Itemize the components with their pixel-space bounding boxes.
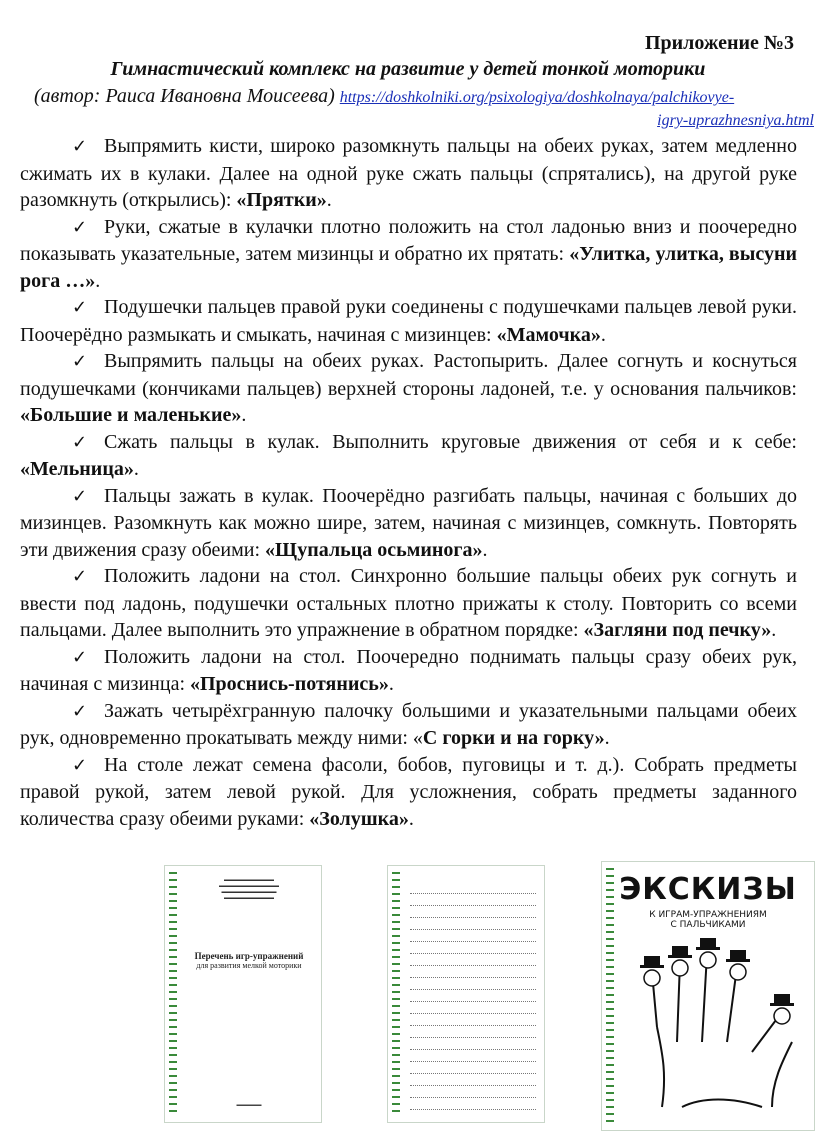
checkmark-icon: ✓ xyxy=(72,646,88,668)
exercise-name: «Мельница» xyxy=(20,458,134,480)
exercise-name: «Проснись-потянись» xyxy=(190,673,389,695)
checkmark-icon: ✓ xyxy=(72,297,88,318)
checkmark-icon: ✓ xyxy=(72,351,88,372)
exercise-name: С горки и на горку» xyxy=(422,727,605,749)
thumbnail-header-text: ▬▬▬▬▬▬▬▬▬▬ ▬▬▬▬▬▬▬▬▬▬▬▬ ▬▬▬▬▬▬▬▬▬▬▬ ▬▬▬▬▬▬▬▬▬▬ xyxy=(219,878,279,901)
exercise-name: «Улитка, улитка, высуни рога …» xyxy=(20,243,797,292)
spiral-binding xyxy=(169,872,177,1116)
source-link[interactable]: https://doshkolniki.org/psixologiya/doshkolnaya/palchikovye- xyxy=(339,89,735,106)
exercise-item: ✓ Положить ладони на стол. Синхронно большие пальцы обеих рук согнуть и ввести под ладонь, подушечки остальных плотно прижаты к столу. Повторить со всеми пальцами. Далее выполнить это упражнение в обратном порядке: «Загляни под печку». xyxy=(20,565,797,641)
exercise-name: «Загляни под печку» xyxy=(583,619,772,641)
exercise-item: ✓ На столе лежат семена фасоли, бобов, пуговицы и т. д.). Собрать предметы правой рукой, затем левой рукой. Для усложнения, собрать предметы заданного количества сразу обеими руками: «Золушка». xyxy=(20,753,797,830)
spiral-binding xyxy=(392,872,400,1116)
author-text: (автор: Раиса Ивановна Моисеева) xyxy=(34,85,340,107)
booklet-contents-thumbnail xyxy=(388,866,544,1122)
appendix-number: Приложение №3 xyxy=(644,32,794,54)
thumbnail-footer: ▬▬▬▬▬ xyxy=(236,1103,262,1108)
checkmark-icon: ✓ xyxy=(72,700,88,722)
exercise-name: «Мамочка» xyxy=(496,323,601,346)
exercise-item: ✓ Пальцы зажать в кулак. Поочерёдно разгибать пальцы, начиная с больших до мизинцев. Разомкнуть как можно шире, затем, начиная с мизинцев, сомкнуть. Повторять эти движения сразу обеими: «Щупальца осьминога». xyxy=(20,484,797,561)
checkmark-icon: ✓ xyxy=(72,136,88,157)
checkmark-icon: ✓ xyxy=(72,485,88,507)
exercise-name: «Прятки» xyxy=(236,189,327,211)
exercise-item: ✓ Подушечки пальцев правой руки соединены с подушечками пальцев левой руки. Поочерёдно размыкать и смыкать, начиная с мизинцев: «Мамочка». xyxy=(20,296,797,346)
hand-puppets-illustration xyxy=(622,932,802,1122)
sketches-subtitle: К ИГРАМ-УПРАЖНЕНИЯМ С ПАЛЬЧИКАМИ xyxy=(649,910,767,930)
exercise-item: ✓ Выпрямить кисти, широко разомкнуть пальцы на обеих руках, затем медленно сжимать их в кулаки. Далее на одной руке сжать пальцы (спрятались), на другой руке разомкнуть (открылись): «Прятки». xyxy=(20,135,797,211)
exercise-item: ✓ Руки, сжатые в кулачки плотно положить на стол ладонью вниз и поочередно показывать указательные, затем мизинцы и обратно их прятать: «Улитка, улитка, высуни рога …». xyxy=(20,215,797,292)
checkmark-icon: ✓ xyxy=(72,754,88,776)
exercise-item: ✓ Сжать пальцы в кулак. Выполнить круговые движения от себя и к себе: «Мельница». xyxy=(20,430,797,480)
exercise-name: «Золушка» xyxy=(309,807,409,830)
booklet-cover-thumbnail xyxy=(165,866,321,1122)
exercise-name: «Большие и маленькие» xyxy=(20,404,242,426)
exercise-item: ✓ Выпрямить пальцы на обеих руках. Растопырить. Далее согнуть и коснуться подушечками (кончиками пальцев) верхней стороны ладоней, т.е. у основания пальчиков: «Большие и маленькие». xyxy=(20,350,797,426)
exercise-list xyxy=(20,133,797,832)
document-title: Гимнастический комплекс на развитие у детей тонкой моторики xyxy=(110,58,706,80)
exercise-item: ✓ Положить ладони на стол. Поочередно поднимать пальцы сразу обеих рук, начиная с мизинца: «Проснись-потянись». xyxy=(20,645,797,695)
exercise-name: «Щупальца осьминога» xyxy=(265,538,483,561)
sketches-title: ЭКСКИЗЫ xyxy=(619,872,797,907)
contents-lines xyxy=(410,884,536,1112)
checkmark-icon: ✓ xyxy=(72,566,88,587)
exercise-item: ✓ Зажать четырёхгранную палочку большими и указательными пальцами обеих рук, одновременно прокатывать между ними: «С горки и на горку». xyxy=(20,699,797,749)
checkmark-icon: ✓ xyxy=(72,431,88,453)
checkmark-icon: ✓ xyxy=(72,216,88,238)
author-line xyxy=(34,85,734,108)
source-link-continuation[interactable]: igry-uprazhnesniya.html xyxy=(657,112,814,129)
thumbnail-title: Перечень игр-упражнений для развития мелкой моторики xyxy=(194,951,304,970)
sketches-cover-thumbnail xyxy=(602,862,814,1130)
